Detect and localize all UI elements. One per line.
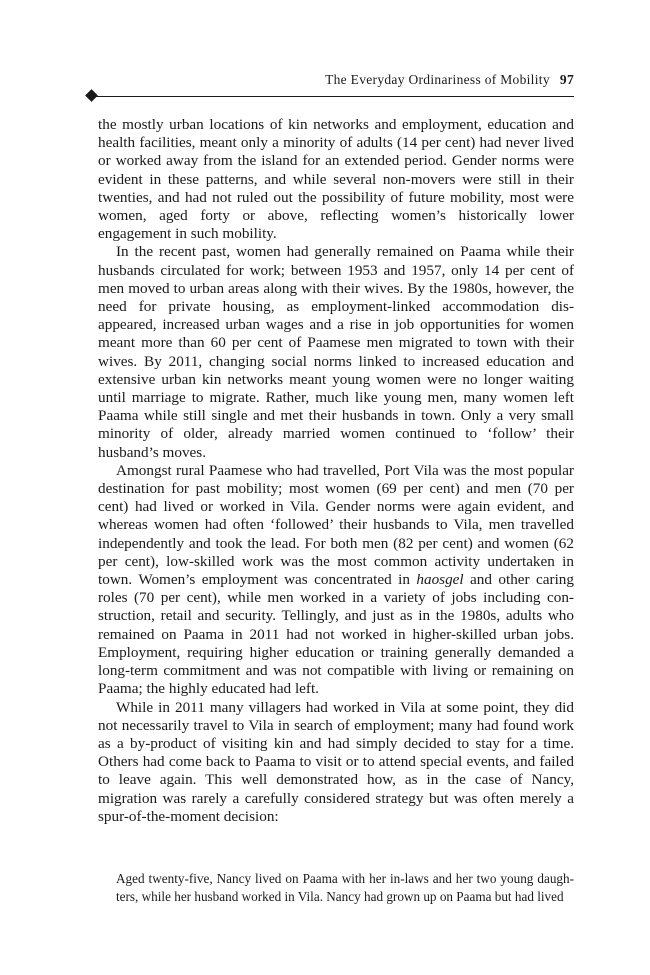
- block-quote-text: Aged twenty-five, Nancy lived on Paama with her in-laws and her two young daugh-ters, while her husband worked in Vila. Nancy had grown up on Paama but had lived: [116, 871, 574, 905]
- page-header: [96, 72, 574, 92]
- running-title: The Everyday Ordinariness of Mobility: [325, 72, 550, 87]
- italic-term: haosgel: [416, 571, 464, 589]
- paragraph-3-part-1: Amongst rural Paamese who had travelled, Port Vila was the most popular destination for past mobility; most women (69 per cent) and men (70 per cent) had lived or worked in Vila. Gender norms were again evident, and whereas women had often ‘followed’ their husbands to Vila, men travelled independently and took the lead. For both men (82 per cent) and women (62 per cent), low-skilled work was the most common activity undertaken in town. Women’s employment was concentrated in: [98, 461, 574, 589]
- body-text: [98, 116, 574, 826]
- paragraph-2: In the recent past, women had generally remained on Paama while their husbands circulated for work; between 1953 and 1957, only 14 per cent of men moved to urban areas along with their wives. By the 1980s, however, the need for private housing, as employment-linked accommodation dis-appeared, increased urban wages and a rise in job opportunities for women meant more than 60 per cent of Paamese men migrated to town with their wives. By 2011, changing social norms linked to increased education and extensive urban kin networks meant young women were no longer waiting until marriage to migrate. Rather, much like young men, many women left Paama while still single and met their husbands in town. Only a very small minority of older, already married women continued to ‘follow’ their husband’s moves.: [98, 243, 574, 461]
- running-head: [325, 72, 574, 88]
- paragraph-3-part-2: and other caring roles (70 per cent), while men worked in a variety of jobs including con-struction, retail and security. Tellingly, and just as in the 1980s, adults who remained on Paama in 2011 had not worked in higher-skilled urban jobs. Employment, requiring higher education or training generally demanded a long-term commitment and was not compatible with living or remaining on Paama; the highly educated had left.: [98, 571, 574, 698]
- page-number: 97: [559, 72, 574, 87]
- paragraph-1: the mostly urban locations of kin networks and employment, education and health facilities, meant only a minority of adults (14 per cent) had never lived or worked away from the island for an extended period. Gender norms were evident in these patterns, and while several non-movers were still in their twenties, and had not ruled out the possibility of future mobility, most were women, aged forty or above, reflecting women’s historically lower engagement in such mobility.: [98, 116, 574, 243]
- paragraph-3: [98, 462, 574, 699]
- paragraph-4: While in 2011 many villagers had worked in Vila at some point, they did not necessarily travel to Vila in search of employment; many had found work as a by-product of visiting kin and had simply decided to stay for a time. Others had come back to Paama to visit or to attend special events, and failed to leave again. This well demonstrated how, as in the case of Nancy, migration was rarely a carefully considered strategy but was often merely a spur-of-the-moment decision:: [98, 698, 574, 825]
- header-rule: [96, 96, 574, 97]
- block-quote: [116, 870, 574, 906]
